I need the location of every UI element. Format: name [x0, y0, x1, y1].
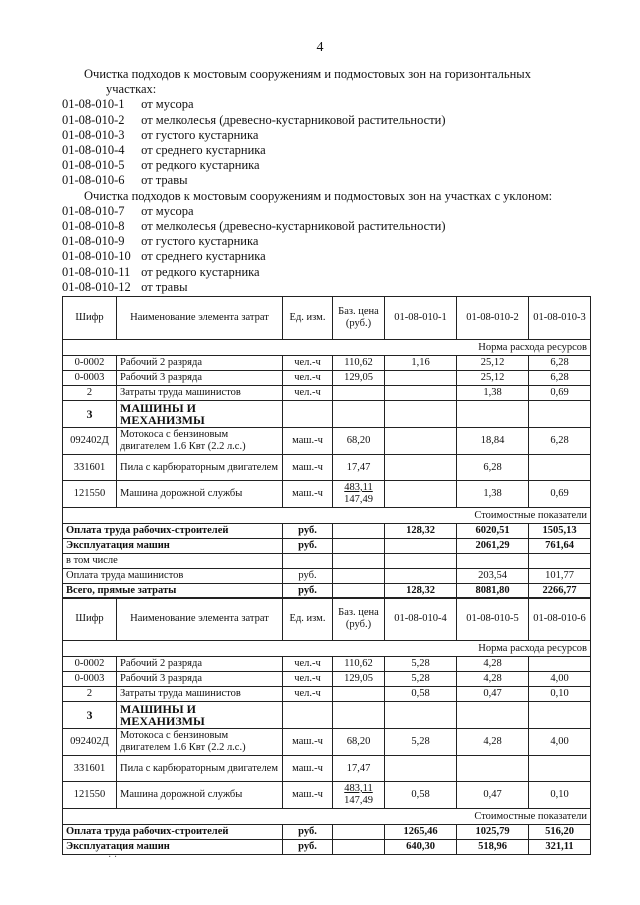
cost-name: Оплата труда рабочих-строителей: [63, 825, 283, 840]
row-unit: чел.-ч: [283, 356, 333, 371]
row-name: Мотокоса с бензиновым двигателем 1.6 Квт (2.2 л.с.): [117, 729, 283, 756]
header-code: Шифр: [63, 297, 117, 340]
section-row: [63, 508, 591, 524]
row-unit: чел.-ч: [283, 386, 333, 401]
row-value: 4,28: [457, 729, 529, 756]
row-value: 0,10: [529, 782, 591, 809]
norm-table-2: [62, 597, 591, 855]
row-code: 2: [63, 687, 117, 702]
item-text: от травы: [141, 279, 188, 294]
price-bottom: 147,49: [344, 795, 373, 806]
row-value: [529, 455, 591, 481]
header-price: Баз. цена (руб.): [333, 297, 385, 340]
row-unit: чел.-ч: [283, 687, 333, 702]
table-row: [63, 455, 591, 481]
item-text: от среднего кустарника: [141, 249, 266, 264]
empty-cell: [457, 401, 529, 428]
row-code: 0-0002: [63, 356, 117, 371]
cost-value: 8081,80: [457, 584, 529, 599]
intro-list-item: [62, 249, 582, 264]
intro-list-item: [62, 234, 582, 249]
cost-value: 640,30: [385, 840, 457, 855]
cost-unit: руб.: [283, 584, 333, 599]
header-column-code: 01-08-010-6: [529, 598, 591, 641]
section-row: [63, 809, 591, 825]
row-value: [529, 756, 591, 782]
cost-name: Оплата труда рабочих-строителей: [63, 524, 283, 539]
price-top: 483,11: [344, 482, 373, 493]
row-value: 0,69: [529, 481, 591, 508]
row-code: 092402Д: [63, 428, 117, 455]
row-value: 6,28: [529, 371, 591, 386]
row-price: [333, 481, 385, 508]
row-value: 0,47: [457, 782, 529, 809]
row-unit: маш.-ч: [283, 428, 333, 455]
header-code: Шифр: [63, 598, 117, 641]
item-text: от мелколесья (древесно-кустарниковой растительности): [141, 112, 446, 127]
intro-list-item: [62, 158, 582, 173]
cost-row: [63, 539, 591, 554]
header-column-code: 01-08-010-2: [457, 297, 529, 340]
row-unit: маш.-ч: [283, 756, 333, 782]
row-value: 6,28: [529, 356, 591, 371]
row-value: 0,58: [385, 687, 457, 702]
row-value: 6,28: [529, 428, 591, 455]
cost-value: 1025,79: [457, 825, 529, 840]
row-price: 17,47: [333, 756, 385, 782]
row-name: Пила с карбюраторным двигателем: [117, 455, 283, 481]
row-value: 6,28: [457, 455, 529, 481]
row-name: Машина дорожной службы: [117, 481, 283, 508]
item-code: 01-08-010-1: [62, 97, 125, 112]
intro-heading-1: Очистка подходов к мостовым сооружениям и подмостовых зон на горизонтальных участках:: [84, 67, 531, 97]
cost-value: 761,64: [529, 539, 591, 554]
header-row: [63, 297, 591, 340]
empty-cell: [333, 554, 385, 569]
row-value: 4,28: [457, 672, 529, 687]
row-unit: чел.-ч: [283, 371, 333, 386]
section-title-cost: Стоимостные показатели: [63, 809, 591, 825]
intro-list-item: [62, 173, 582, 188]
table-row: [63, 386, 591, 401]
intro-list-2: [62, 204, 582, 295]
row-name: Рабочий 2 разряда: [117, 356, 283, 371]
item-code: 01-08-010-7: [62, 203, 125, 218]
header-price: Баз. цена (руб.): [333, 598, 385, 641]
cost-unit: руб.: [283, 539, 333, 554]
item-code: 01-08-010-11: [62, 264, 131, 279]
row-value: 5,28: [385, 657, 457, 672]
empty-cell: [529, 702, 591, 729]
row-code: 0-0003: [63, 672, 117, 687]
cost-value: [385, 569, 457, 584]
page-number: 4: [316, 40, 324, 55]
mech-title: МАШИНЫ И МЕХАНИЗМЫ: [117, 702, 283, 729]
footer-mark: · ·: [108, 852, 118, 863]
cost-row: [63, 825, 591, 840]
section-title-cost: Стоимостные показатели: [63, 508, 591, 524]
cost-value: 321,11: [529, 840, 591, 855]
cost-value: [529, 554, 591, 569]
row-code: 331601: [63, 455, 117, 481]
cost-row: [63, 840, 591, 855]
row-value: 18,84: [457, 428, 529, 455]
table-row: [63, 729, 591, 756]
row-value: 0,10: [529, 687, 591, 702]
row-value: [385, 756, 457, 782]
mech-code: 3: [63, 702, 117, 729]
cost-value: 516,20: [529, 825, 591, 840]
row-value: 1,38: [457, 481, 529, 508]
section-title-norm: Норма расхода ресурсов: [63, 641, 591, 657]
empty-cell: [529, 401, 591, 428]
row-price: 129,05: [333, 672, 385, 687]
intro-list-item: [62, 143, 582, 158]
intro-list-item: [62, 265, 582, 280]
item-code: 01-08-010-4: [62, 143, 125, 158]
cost-unit: руб.: [283, 569, 333, 584]
header-column-code: 01-08-010-1: [385, 297, 457, 340]
cost-value: 128,32: [385, 524, 457, 539]
cost-unit: руб.: [283, 825, 333, 840]
intro-heading-2: Очистка подходов к мостовым сооружениям и подмостовых зон на участках с уклоном:: [84, 188, 553, 203]
table-row: [63, 356, 591, 371]
empty-cell: [283, 702, 333, 729]
row-code: 092402Д: [63, 729, 117, 756]
item-code: 01-08-010-6: [62, 173, 125, 188]
mech-title: МАШИНЫ И МЕХАНИЗМЫ: [117, 401, 283, 428]
cost-value: 203,54: [457, 569, 529, 584]
row-value: 4,00: [529, 729, 591, 756]
intro-list-item: [62, 97, 582, 112]
row-value: [385, 455, 457, 481]
section-row: [63, 641, 591, 657]
row-value: [385, 428, 457, 455]
cost-value: 518,96: [457, 840, 529, 855]
price-top: 483,11: [344, 783, 373, 794]
cost-name: Эксплуатация машин: [63, 539, 283, 554]
mech-title-row: [63, 702, 591, 729]
header-name: Наименование элемента затрат: [117, 297, 283, 340]
cost-row: [63, 524, 591, 539]
row-unit: чел.-ч: [283, 672, 333, 687]
row-value: 25,12: [457, 371, 529, 386]
cost-value: [385, 554, 457, 569]
cost-unit: руб.: [283, 524, 333, 539]
table-row: [63, 371, 591, 386]
row-price: [333, 782, 385, 809]
row-unit: маш.-ч: [283, 782, 333, 809]
row-name: Рабочий 3 разряда: [117, 371, 283, 386]
cost-unit: руб.: [283, 840, 333, 855]
row-value: [385, 371, 457, 386]
intro-list-item: [62, 219, 582, 234]
item-code: 01-08-010-5: [62, 158, 125, 173]
cost-name: Всего, прямые затраты: [63, 584, 283, 599]
item-text: от среднего кустарника: [141, 143, 266, 158]
table-row: [63, 428, 591, 455]
item-text: от мелколесья (древесно-кустарниковой растительности): [141, 219, 446, 234]
intro-list-item: [62, 280, 582, 295]
intro-list-item: [62, 113, 582, 128]
row-name: Затраты труда машинистов: [117, 687, 283, 702]
row-price: 110,62: [333, 356, 385, 371]
cost-value: 6020,51: [457, 524, 529, 539]
empty-cell: [333, 702, 385, 729]
norm-table-1: [62, 296, 591, 599]
row-value: [385, 386, 457, 401]
row-name: Рабочий 3 разряда: [117, 672, 283, 687]
row-code: 121550: [63, 481, 117, 508]
item-text: от густого кустарника: [141, 234, 259, 249]
row-code: 0-0003: [63, 371, 117, 386]
row-value: 5,28: [385, 672, 457, 687]
price-bottom: 147,49: [344, 494, 373, 505]
row-value: 4,28: [457, 657, 529, 672]
cost-value: 2266,77: [529, 584, 591, 599]
item-code: 01-08-010-2: [62, 112, 125, 127]
item-text: от мусора: [141, 97, 194, 112]
empty-cell: [333, 840, 385, 855]
item-code: 01-08-010-10: [62, 249, 131, 264]
cost-row: [63, 554, 591, 569]
row-unit: маш.-ч: [283, 481, 333, 508]
row-unit: маш.-ч: [283, 729, 333, 756]
section-row: [63, 340, 591, 356]
cost-unit: [283, 554, 333, 569]
row-name: Машина дорожной службы: [117, 782, 283, 809]
cost-name: Оплата труда машинистов: [63, 569, 283, 584]
row-code: 121550: [63, 782, 117, 809]
empty-cell: [283, 401, 333, 428]
header-column-code: 01-08-010-5: [457, 598, 529, 641]
table-row: [63, 687, 591, 702]
item-text: от травы: [141, 173, 188, 188]
mech-title-row: [63, 401, 591, 428]
cost-value: 1505,13: [529, 524, 591, 539]
header-column-code: 01-08-010-4: [385, 598, 457, 641]
row-value: [457, 756, 529, 782]
row-value: 1,38: [457, 386, 529, 401]
row-value: 5,28: [385, 729, 457, 756]
header-column-code: 01-08-010-3: [529, 297, 591, 340]
intro-list-item: [62, 128, 582, 143]
section-title-norm: Норма расхода ресурсов: [63, 340, 591, 356]
table-row: [63, 782, 591, 809]
table-row: [63, 756, 591, 782]
row-unit: чел.-ч: [283, 657, 333, 672]
cost-value: 2061,29: [457, 539, 529, 554]
empty-cell: [333, 825, 385, 840]
intro-list-item: [62, 204, 582, 219]
cost-value: 1265,46: [385, 825, 457, 840]
item-code: 01-08-010-3: [62, 127, 125, 142]
item-code: 01-08-010-9: [62, 234, 125, 249]
item-text: от редкого кустарника: [141, 264, 260, 279]
header-unit: Ед. изм.: [283, 297, 333, 340]
row-value: [385, 481, 457, 508]
cost-value: [457, 554, 529, 569]
row-value: [529, 657, 591, 672]
row-price: 68,20: [333, 428, 385, 455]
row-name: Пила с карбюраторным двигателем: [117, 756, 283, 782]
row-value: 4,00: [529, 672, 591, 687]
empty-cell: [333, 524, 385, 539]
row-code: 331601: [63, 756, 117, 782]
row-name: Рабочий 2 разряда: [117, 657, 283, 672]
item-code: 01-08-010-8: [62, 219, 125, 234]
item-text: от мусора: [141, 203, 194, 218]
row-price: 129,05: [333, 371, 385, 386]
row-code: 2: [63, 386, 117, 401]
table-row: [63, 657, 591, 672]
empty-cell: [333, 569, 385, 584]
row-price: 68,20: [333, 729, 385, 756]
row-price: 110,62: [333, 657, 385, 672]
table-row: [63, 672, 591, 687]
row-value: 0,58: [385, 782, 457, 809]
table-row: [63, 481, 591, 508]
intro-list-1: [62, 97, 582, 188]
row-name: Мотокоса с бензиновым двигателем 1.6 Квт (2.2 л.с.): [117, 428, 283, 455]
item-code: 01-08-010-12: [62, 279, 131, 294]
row-unit: маш.-ч: [283, 455, 333, 481]
header-row: [63, 598, 591, 641]
row-value: 1,16: [385, 356, 457, 371]
empty-cell: [385, 702, 457, 729]
row-price: [333, 386, 385, 401]
item-text: от редкого кустарника: [141, 158, 260, 173]
row-value: 0,47: [457, 687, 529, 702]
row-price: [333, 687, 385, 702]
cost-name: в том числе: [63, 554, 283, 569]
item-text: от густого кустарника: [141, 127, 259, 142]
row-code: 0-0002: [63, 657, 117, 672]
cost-row: [63, 569, 591, 584]
row-price: 17,47: [333, 455, 385, 481]
header-name: Наименование элемента затрат: [117, 598, 283, 641]
cost-value: 101,77: [529, 569, 591, 584]
cost-value: 128,32: [385, 584, 457, 599]
empty-cell: [333, 539, 385, 554]
empty-cell: [333, 401, 385, 428]
row-value: 0,69: [529, 386, 591, 401]
intro-block: [62, 67, 582, 295]
row-name: Затраты труда машинистов: [117, 386, 283, 401]
cost-name: Эксплуатация машин: [63, 840, 283, 855]
empty-cell: [457, 702, 529, 729]
empty-cell: [385, 401, 457, 428]
header-unit: Ед. изм.: [283, 598, 333, 641]
row-value: 25,12: [457, 356, 529, 371]
mech-code: 3: [63, 401, 117, 428]
cost-value: [385, 539, 457, 554]
